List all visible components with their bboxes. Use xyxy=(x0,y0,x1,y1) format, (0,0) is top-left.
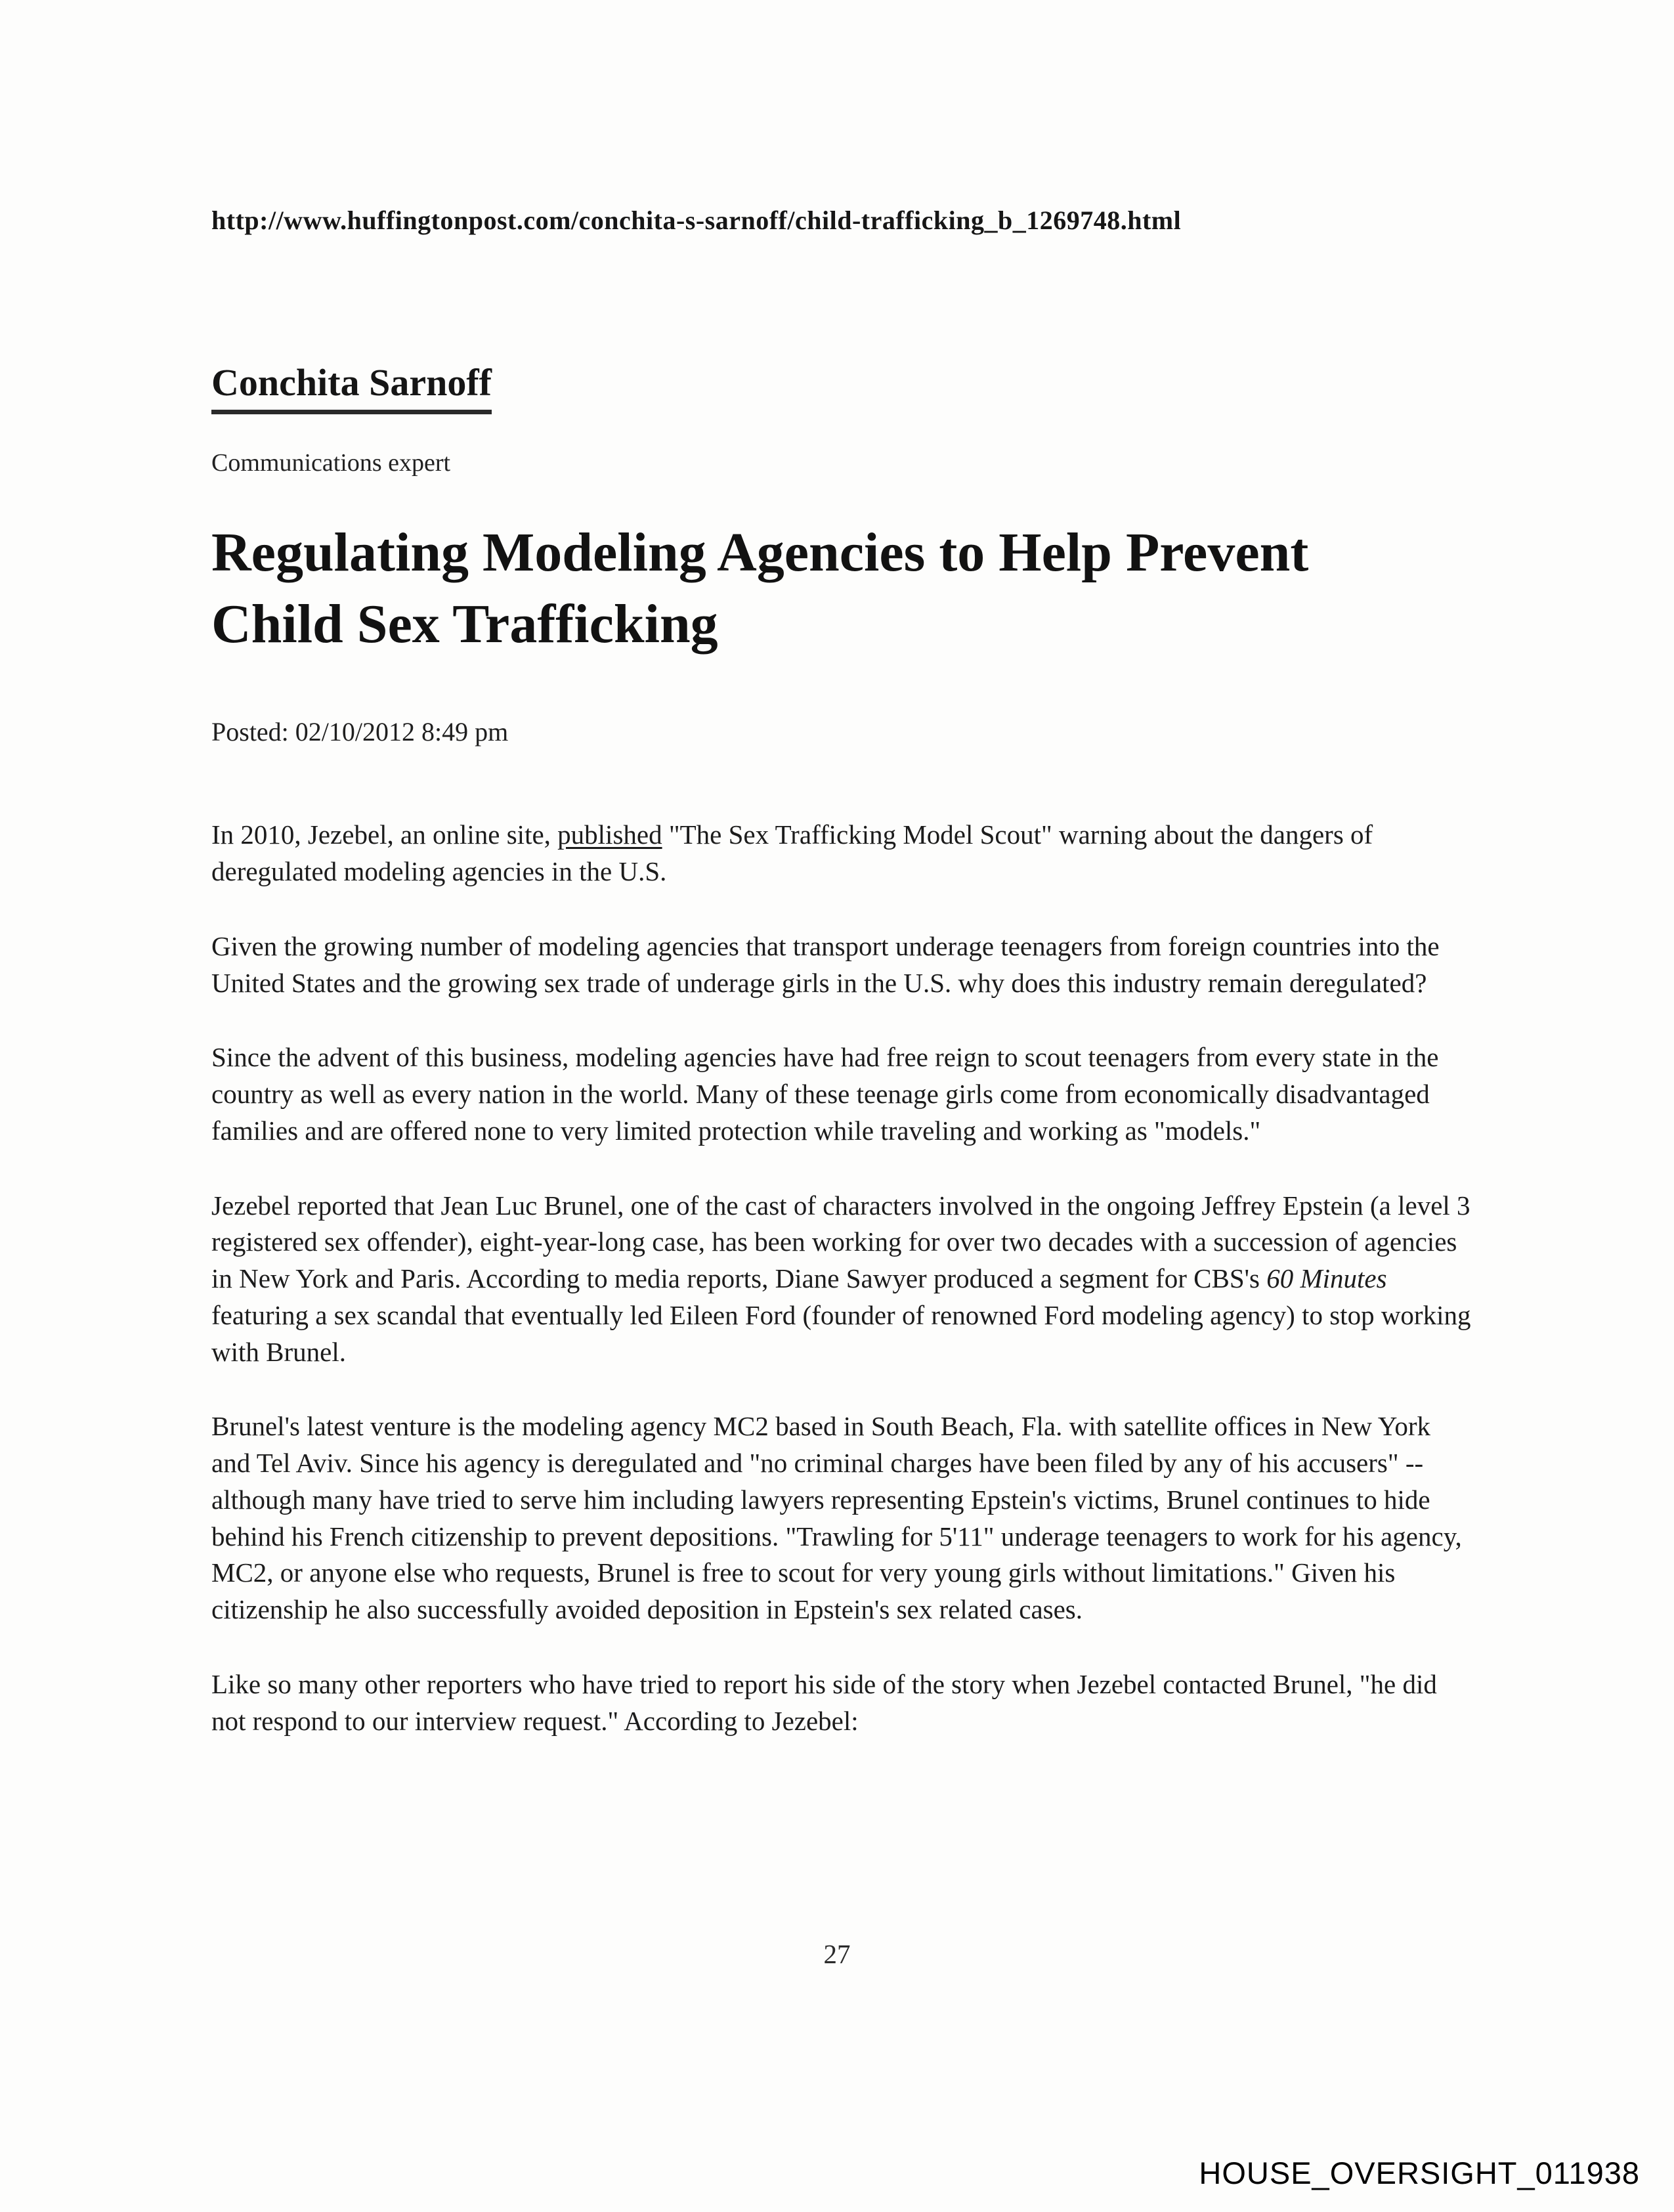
inline-link-text: published xyxy=(557,819,662,850)
paragraph-text: Jezebel reported that Jean Luc Brunel, one of the cast of characters involved in the ongoing Jeffrey Epstein (a level 3 registered sex offender), eight-year-long case, has been working for over two decades with a succession of agencies in New York and Paris. According to media reports, Diane Sawyer produced a segment for CBS's xyxy=(211,1190,1470,1294)
paragraph-text: Since the advent of this business, modeling agencies have had free reign to scout teenagers from every state in the country as well as every nation in the world. Many of these teenage girls come from economically disadvantaged families and are offered none to very limited protection while traveling and working as "models." xyxy=(211,1042,1439,1146)
source-url: http://www.huffingtonpost.com/conchita-s-sarnoff/child-trafficking_b_1269748.html xyxy=(211,206,1182,235)
posted-date: Posted: 02/10/2012 8:49 pm xyxy=(211,717,509,747)
body-paragraph xyxy=(211,817,1475,890)
author-name xyxy=(211,360,1477,414)
article-title: Regulating Modeling Agencies to Help Prevent Child Sex Trafficking xyxy=(211,522,1309,655)
body-paragraph xyxy=(211,1408,1475,1628)
italic-text: 60 Minutes xyxy=(1266,1263,1387,1294)
paragraph-text: "The Sex Trafficking Model Scout" warning about the dangers of deregulated modeling agencies in the U.S. xyxy=(211,819,1373,887)
body-paragraph xyxy=(211,928,1475,1002)
paragraph-text: In 2010, Jezebel, an online site, xyxy=(211,819,558,850)
paragraph-text: Given the growing number of modeling agencies that transport underage teenagers from foreign countries into the United States and the growing sex trade of underage girls in the U.S. why does this industry remain deregulated? xyxy=(211,930,1440,998)
article-body xyxy=(211,817,1475,1739)
body-paragraph xyxy=(211,1188,1475,1371)
body-paragraph xyxy=(211,1666,1475,1740)
bates-number: HOUSE_OVERSIGHT_011938 xyxy=(1199,2156,1640,2190)
author-name-text: Conchita Sarnoff xyxy=(211,360,492,414)
author-role: Communications expert xyxy=(211,449,451,477)
paragraph-text: Like so many other reporters who have tried to report his side of the story when Jezebel contacted Brunel, "he did not respond to our interview request." According to Jezebel: xyxy=(211,1668,1437,1736)
paragraph-text: Brunel's latest venture is the modeling agency MC2 based in South Beach, Fla. with satellite offices in New York and Tel Aviv. Since his agency is deregulated and "no criminal charges have been filed by any of his accusers" -- although many have tried to serve him including lawyers representing Epstein's victims, Brunel continues to hide behind his French citizenship to prevent depositions. "Trawling for 5'11" underage teenagers to work for his agency, MC2, or anyone else who requests, Brunel is free to scout for very young girls without limitations." Given his citizenship he also successfully avoided deposition in Epstein's sex related cases. xyxy=(211,1411,1462,1625)
page-number: 27 xyxy=(823,1939,851,1969)
paragraph-text: featuring a sex scandal that eventually led Eileen Ford (founder of renowned Ford modeling agency) to stop working with Brunel. xyxy=(211,1299,1471,1367)
body-paragraph xyxy=(211,1039,1475,1149)
